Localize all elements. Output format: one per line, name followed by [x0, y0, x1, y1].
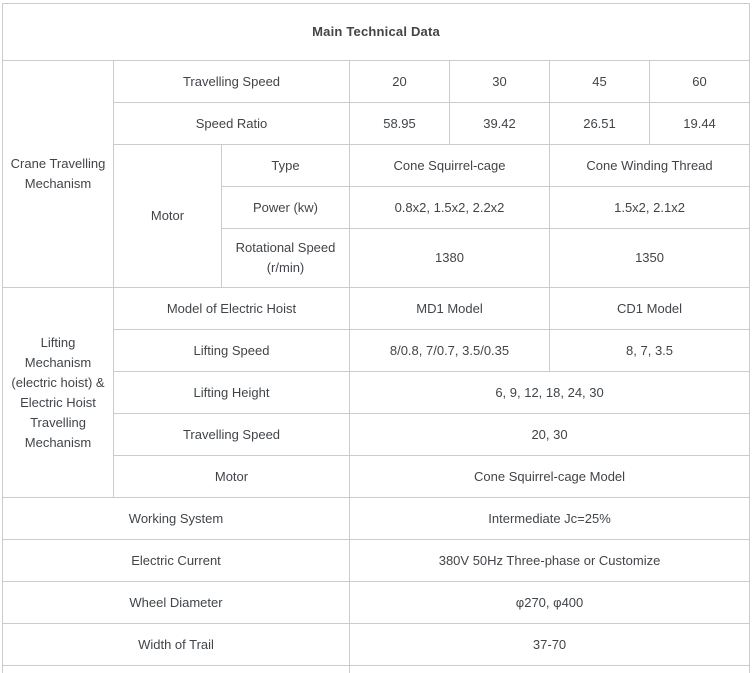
title-row [3, 4, 750, 61]
table-row [3, 540, 750, 582]
cell-motor-power-2: 1.5x2, 2.1x2 [550, 187, 750, 229]
cell-hoist-travelling-speed: 20, 30 [350, 414, 750, 456]
cell-motor-type-1: Cone Squirrel-cage [350, 145, 550, 187]
row-label-wheel-diameter: Wheel Diameter [3, 582, 350, 624]
cell-crane-travelling-speed-2: 30 [450, 61, 550, 103]
cell-hoist-motor: Cone Squirrel-cage Model [350, 456, 750, 498]
table-row [3, 61, 750, 103]
row-label-motor-type: Type [222, 145, 350, 187]
cell-motor-power-1: 0.8x2, 1.5x2, 2.2x2 [350, 187, 550, 229]
table-row [3, 372, 750, 414]
cell-crane-travelling-speed-1: 20 [350, 61, 450, 103]
cell-hoist-model-1: MD1 Model [350, 288, 550, 330]
main-technical-data-table [2, 3, 750, 673]
section-header-lifting-mechanism: Lifting Mechanism (electric hoist) & Electric Hoist Travelling Mechanism [3, 288, 114, 498]
cell-partial-left [3, 666, 350, 673]
row-label-width-of-trail: Width of Trail [3, 624, 350, 666]
table-row [3, 582, 750, 624]
cell-lifting-speed-1: 8/0.8, 7/0.7, 3.5/0.35 [350, 330, 550, 372]
cell-speed-ratio-2: 39.42 [450, 103, 550, 145]
table-row [3, 103, 750, 145]
section-header-crane-travelling-mechanism: Crane Travelling Mechanism [3, 61, 114, 288]
table-row [3, 624, 750, 666]
row-label-speed-ratio: Speed Ratio [114, 103, 350, 145]
cell-lifting-height: 6, 9, 12, 18, 24, 30 [350, 372, 750, 414]
cell-crane-travelling-speed-4: 60 [650, 61, 750, 103]
row-label-electric-current: Electric Current [3, 540, 350, 582]
table-row [3, 288, 750, 330]
row-label-crane-travelling-speed: Travelling Speed [114, 61, 350, 103]
row-label-working-system: Working System [3, 498, 350, 540]
row-label-lifting-height: Lifting Height [114, 372, 350, 414]
row-label-motor-power: Power (kw) [222, 187, 350, 229]
table-row [3, 456, 750, 498]
row-label-hoist-motor: Motor [114, 456, 350, 498]
cell-electric-current: 380V 50Hz Three-phase or Customize [350, 540, 750, 582]
row-label-hoist-model: Model of Electric Hoist [114, 288, 350, 330]
subsection-header-motor: Motor [114, 145, 222, 288]
cell-motor-rotational-speed-1: 1380 [350, 229, 550, 288]
table-row [3, 414, 750, 456]
table-row [3, 330, 750, 372]
cell-speed-ratio-3: 26.51 [550, 103, 650, 145]
cell-wheel-diameter: φ270, φ400 [350, 582, 750, 624]
cell-lifting-speed-2: 8, 7, 3.5 [550, 330, 750, 372]
cell-motor-rotational-speed-2: 1350 [550, 229, 750, 288]
cell-speed-ratio-1: 58.95 [350, 103, 450, 145]
row-label-hoist-travelling-speed: Travelling Speed [114, 414, 350, 456]
cell-working-system: Intermediate Jc=25% [350, 498, 750, 540]
cell-motor-type-2: Cone Winding Thread [550, 145, 750, 187]
page-title: Main Technical Data [3, 4, 750, 61]
row-label-motor-rotational-speed: Rotational Speed (r/min) [222, 229, 350, 288]
cell-width-of-trail: 37-70 [350, 624, 750, 666]
cell-speed-ratio-4: 19.44 [650, 103, 750, 145]
cell-partial-right [350, 666, 750, 673]
table-row [3, 145, 750, 187]
table-row [3, 498, 750, 540]
cell-hoist-model-2: CD1 Model [550, 288, 750, 330]
cell-crane-travelling-speed-3: 45 [550, 61, 650, 103]
row-label-lifting-speed: Lifting Speed [114, 330, 350, 372]
table-row-partial [3, 666, 750, 673]
